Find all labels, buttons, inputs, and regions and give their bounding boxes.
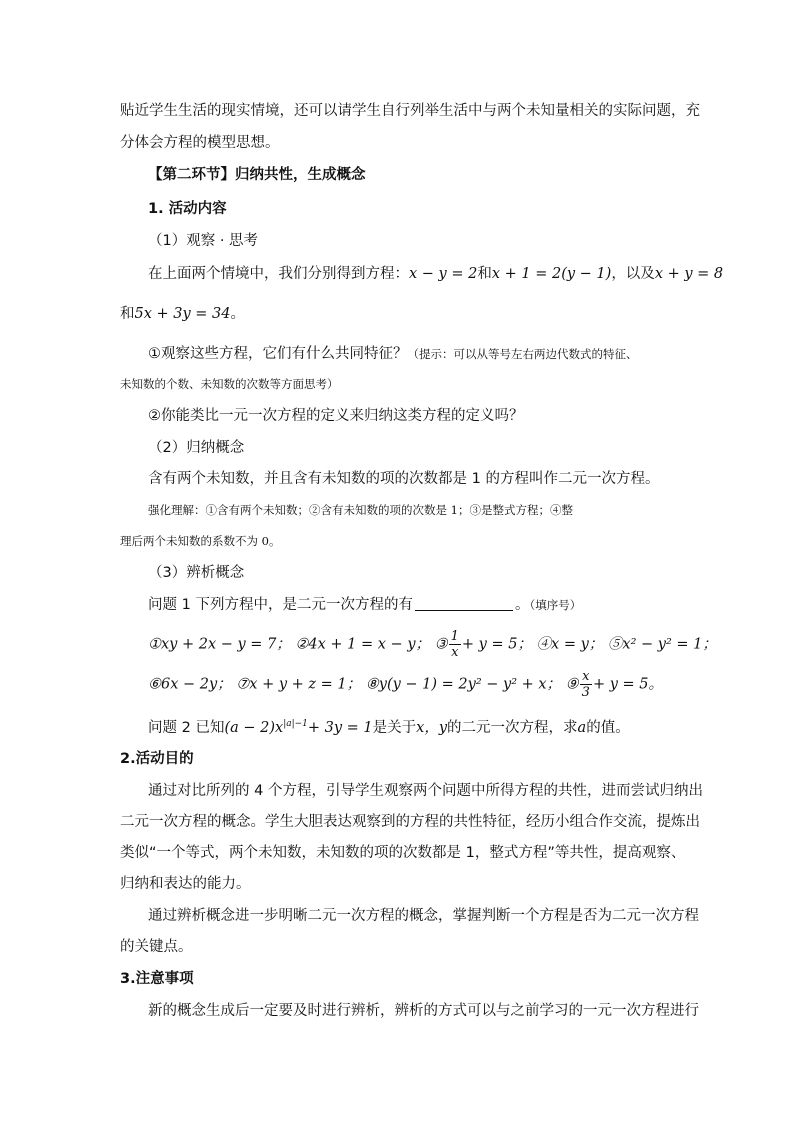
reinforce-line: 强化理解：①含有两个未知数；②含有未知数的项的次数是 1；③是整式方程；④整	[148, 503, 573, 517]
equation-list-row-2	[148, 669, 686, 700]
observe-line	[148, 264, 724, 284]
heading-notes: 3.注意事项	[120, 971, 194, 987]
text: 。	[230, 306, 246, 322]
equation-list-row-1	[148, 629, 717, 660]
note-text: （填序号）	[529, 598, 582, 612]
fraction	[580, 669, 592, 700]
text: 的值。	[586, 719, 630, 736]
text: 问题 1 下列方程中，是二元一次方程的有	[148, 597, 413, 613]
reinforce-line: 理后两个未知数的系数不为 0。	[120, 534, 281, 548]
heading-activity-content: 1. 活动内容	[148, 201, 227, 217]
equation: x − y = 2	[409, 266, 478, 282]
equation: x + 1 = 2(y − 1)	[491, 266, 612, 282]
text: 在上面两个情境中，我们分别得到方程：	[148, 266, 409, 282]
section-title: 【第二环节】归纳共性，生成概念	[148, 167, 366, 183]
problem-1-line	[148, 595, 686, 615]
equation: 5x + 3y = 34	[134, 306, 231, 322]
equation-mark: ③	[434, 636, 448, 653]
paragraph-line: 通过对比所列的 4 个方程，引导学生观察两个问题中所得方程的共性，进而尝试归纳出	[148, 783, 703, 799]
variable-a: a	[577, 719, 587, 736]
equation: x + y = 8	[654, 266, 724, 282]
equation-item: ⑥6x − 2y；	[148, 676, 232, 693]
text: 问题 2 已知	[148, 719, 225, 736]
text: 的二元一次方程，求	[447, 719, 578, 736]
variables: x，y	[416, 719, 448, 736]
hint-text: （提示：可以从等号左右两边代数式的特征、	[407, 347, 638, 361]
exponent: |a|−1	[283, 719, 308, 729]
answer-blank[interactable]	[415, 596, 513, 611]
equation: + 3y = 1	[307, 719, 373, 736]
fraction-numerator: x	[580, 669, 592, 685]
equation-item: + y = 5；	[461, 636, 532, 653]
text: 和	[477, 266, 492, 282]
question-text: ①观察这些方程，它们有什么共同特征？	[148, 346, 408, 362]
equation-mark: ⑨	[565, 676, 579, 693]
paragraph-line: 分体会方程的模型思想。	[120, 135, 280, 151]
equation-item: ④x = y；	[536, 636, 604, 653]
observe-line	[120, 304, 686, 324]
subheading-observe: （1）观察 · 思考	[148, 233, 259, 249]
equation-item: ①xy + 2x − y = 7；	[148, 636, 291, 653]
fraction-numerator: 1	[450, 629, 459, 644]
heading-activity-purpose: 2.活动目的	[120, 751, 194, 767]
question-line: ②你能类比一元一次方程的定义来归纳这类方程的定义吗？	[148, 408, 524, 424]
subheading-discriminate: （3）辨析概念	[148, 565, 245, 581]
text: 。	[514, 597, 530, 613]
text: 和	[120, 306, 135, 322]
equation: (a − 2)x	[224, 719, 284, 736]
fraction	[449, 629, 461, 660]
paragraph-line: 类似“一个等式，两个未知数，未知数的项的次数都是 1，整式方程”等共性，提高观察、	[120, 845, 686, 861]
subheading-induce: （2）归纳概念	[148, 440, 245, 456]
problem-2-line	[148, 714, 686, 738]
equation-item: ⑤x² − y² = 1；	[607, 636, 717, 653]
paragraph-line: 通过辨析概念进一步明晰二元一次方程的概念，掌握判断一个方程是否为二元一次方程	[148, 908, 699, 924]
paragraph-line: 的关键点。	[120, 939, 193, 955]
fraction-denominator: 3	[581, 685, 590, 700]
equation-item: ⑦x + y + z = 1；	[236, 676, 362, 693]
fraction-denominator: x	[451, 645, 459, 660]
question-line	[148, 344, 686, 364]
equation-item: ⑧y(y − 1) = 2y² − y² + x；	[365, 676, 562, 693]
equation-item: ②4x + 1 = x − y；	[295, 636, 431, 653]
paragraph-line: 贴近学生生活的现实情境，还可以请学生自行列举生活中与两个未知量相关的实际问题，充	[120, 103, 700, 119]
paragraph-line: 新的概念生成后一定要及时进行辨析，辨析的方式可以与之前学习的一元一次方程进行	[148, 1003, 699, 1019]
paragraph-line: 二元一次方程的概念。学生大胆表达观察到的方程的共性特征，经历小组合作交流，提炼出	[120, 814, 700, 830]
paragraph-line: 归纳和表达的能力。	[120, 876, 251, 892]
equation-item: + y = 5。	[592, 676, 663, 693]
hint-line: 未知数的个数、未知数的次数等方面思考）	[120, 377, 339, 391]
text: ，以及	[611, 266, 655, 282]
definition-line: 含有两个未知数，并且含有未知数的项的次数都是 1 的方程叫作二元一次方程。	[148, 471, 660, 487]
text: 是关于	[372, 719, 417, 736]
